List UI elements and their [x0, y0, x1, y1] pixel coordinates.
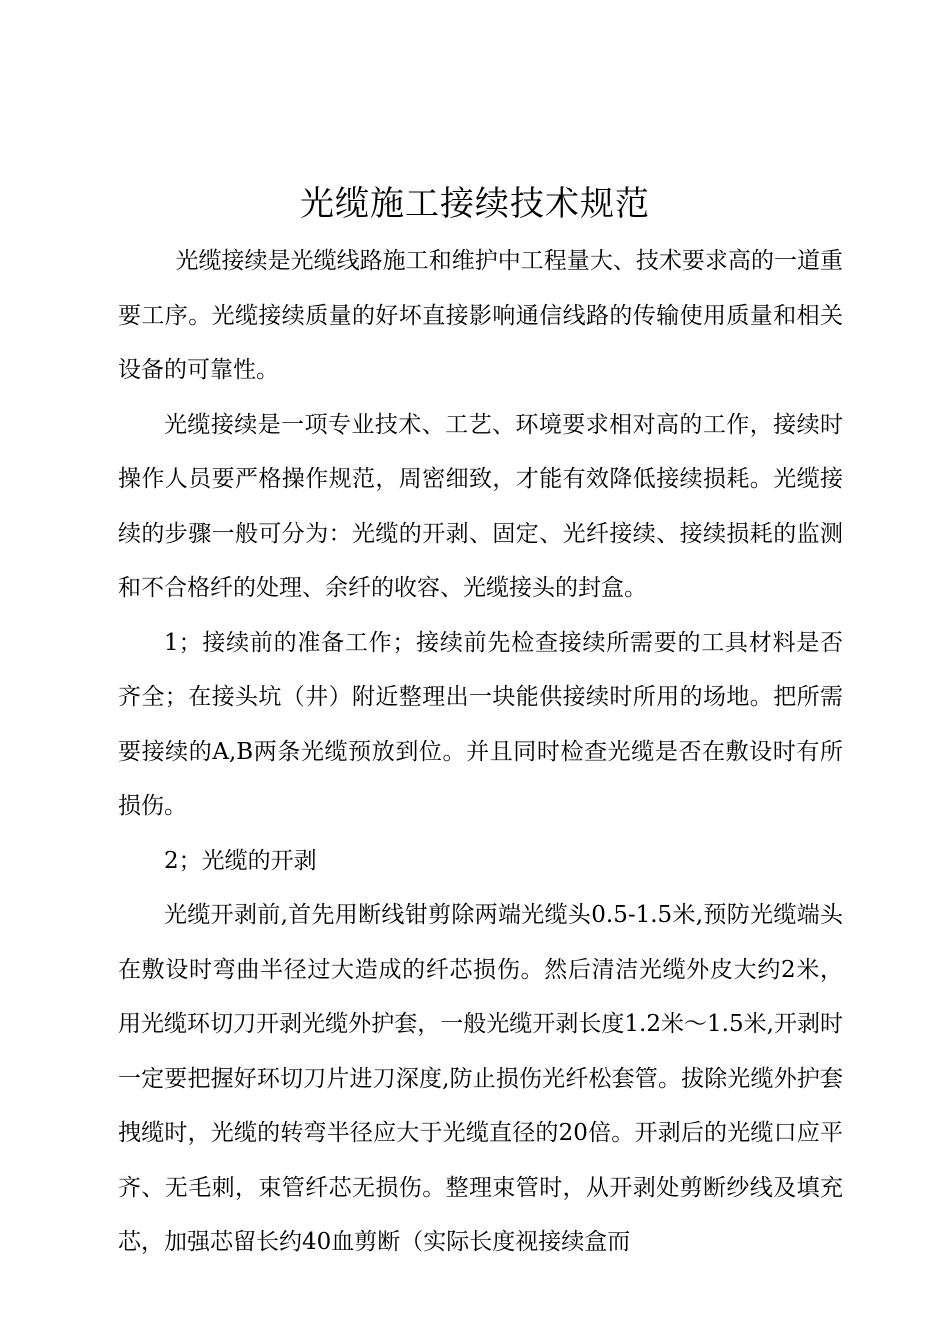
paragraph-step-2-stripping: 光缆开剥前,首先用断线钳剪除两端光缆头0.5-1.5米,预防光缆端头在敷设时弯曲半径过大造成的纤芯损伤。然后清洁光缆外皮大约2米，用光缆环切刀开剥光缆外护套，一般光缆开剥长度1.2米～1.5米,开剥时一定要把握好环切刀片进刀深度,防止损伤光纤松套管。拔除光缆外护套拽缆时，光缆的转弯半径应大于光缆直径的20倍。开剥后的光缆口应平齐、无毛刺，束管纤芯无损伤。整理束管时，从开剥处剪断纱线及填充芯，加强芯留长约40血剪断（实际长度视接续盒而	[118, 902, 843, 1255]
paragraph-step-2-heading: 2；光缆的开剥	[164, 847, 317, 874]
document-body	[118, 234, 843, 1270]
document-title: 光缆施工接续技术规范	[300, 184, 650, 224]
paragraph-step-1-preparation: 1；接续前的准备工作；接续前先检查接续所需要的工具材料是否齐全；在接头坑（井）附近整理出一块能供接续时所用的场地。把所需要接续的A,B两条光缆预放到位。并且同时检查光缆是否在敷设时有所损伤。	[118, 629, 843, 819]
paragraph-intro: 光缆接续是光缆线路施工和维护中工程量大、技术要求高的一道重要工序。光缆接续质量的好坏直接影响通信线路的传输使用质量和相关设备的可靠性。	[118, 248, 843, 383]
paragraph-overview: 光缆接续是一项专业技术、工艺、环境要求相对高的工作，接续时操作人员要严格操作规范，周密细致，才能有效降低接续损耗。光缆接续的步骤一般可分为：光缆的开剥、固定、光纤接续、接续损耗的监测和不合格纤的处理、余纤的收容、光缆接头的封盒。	[118, 411, 843, 601]
